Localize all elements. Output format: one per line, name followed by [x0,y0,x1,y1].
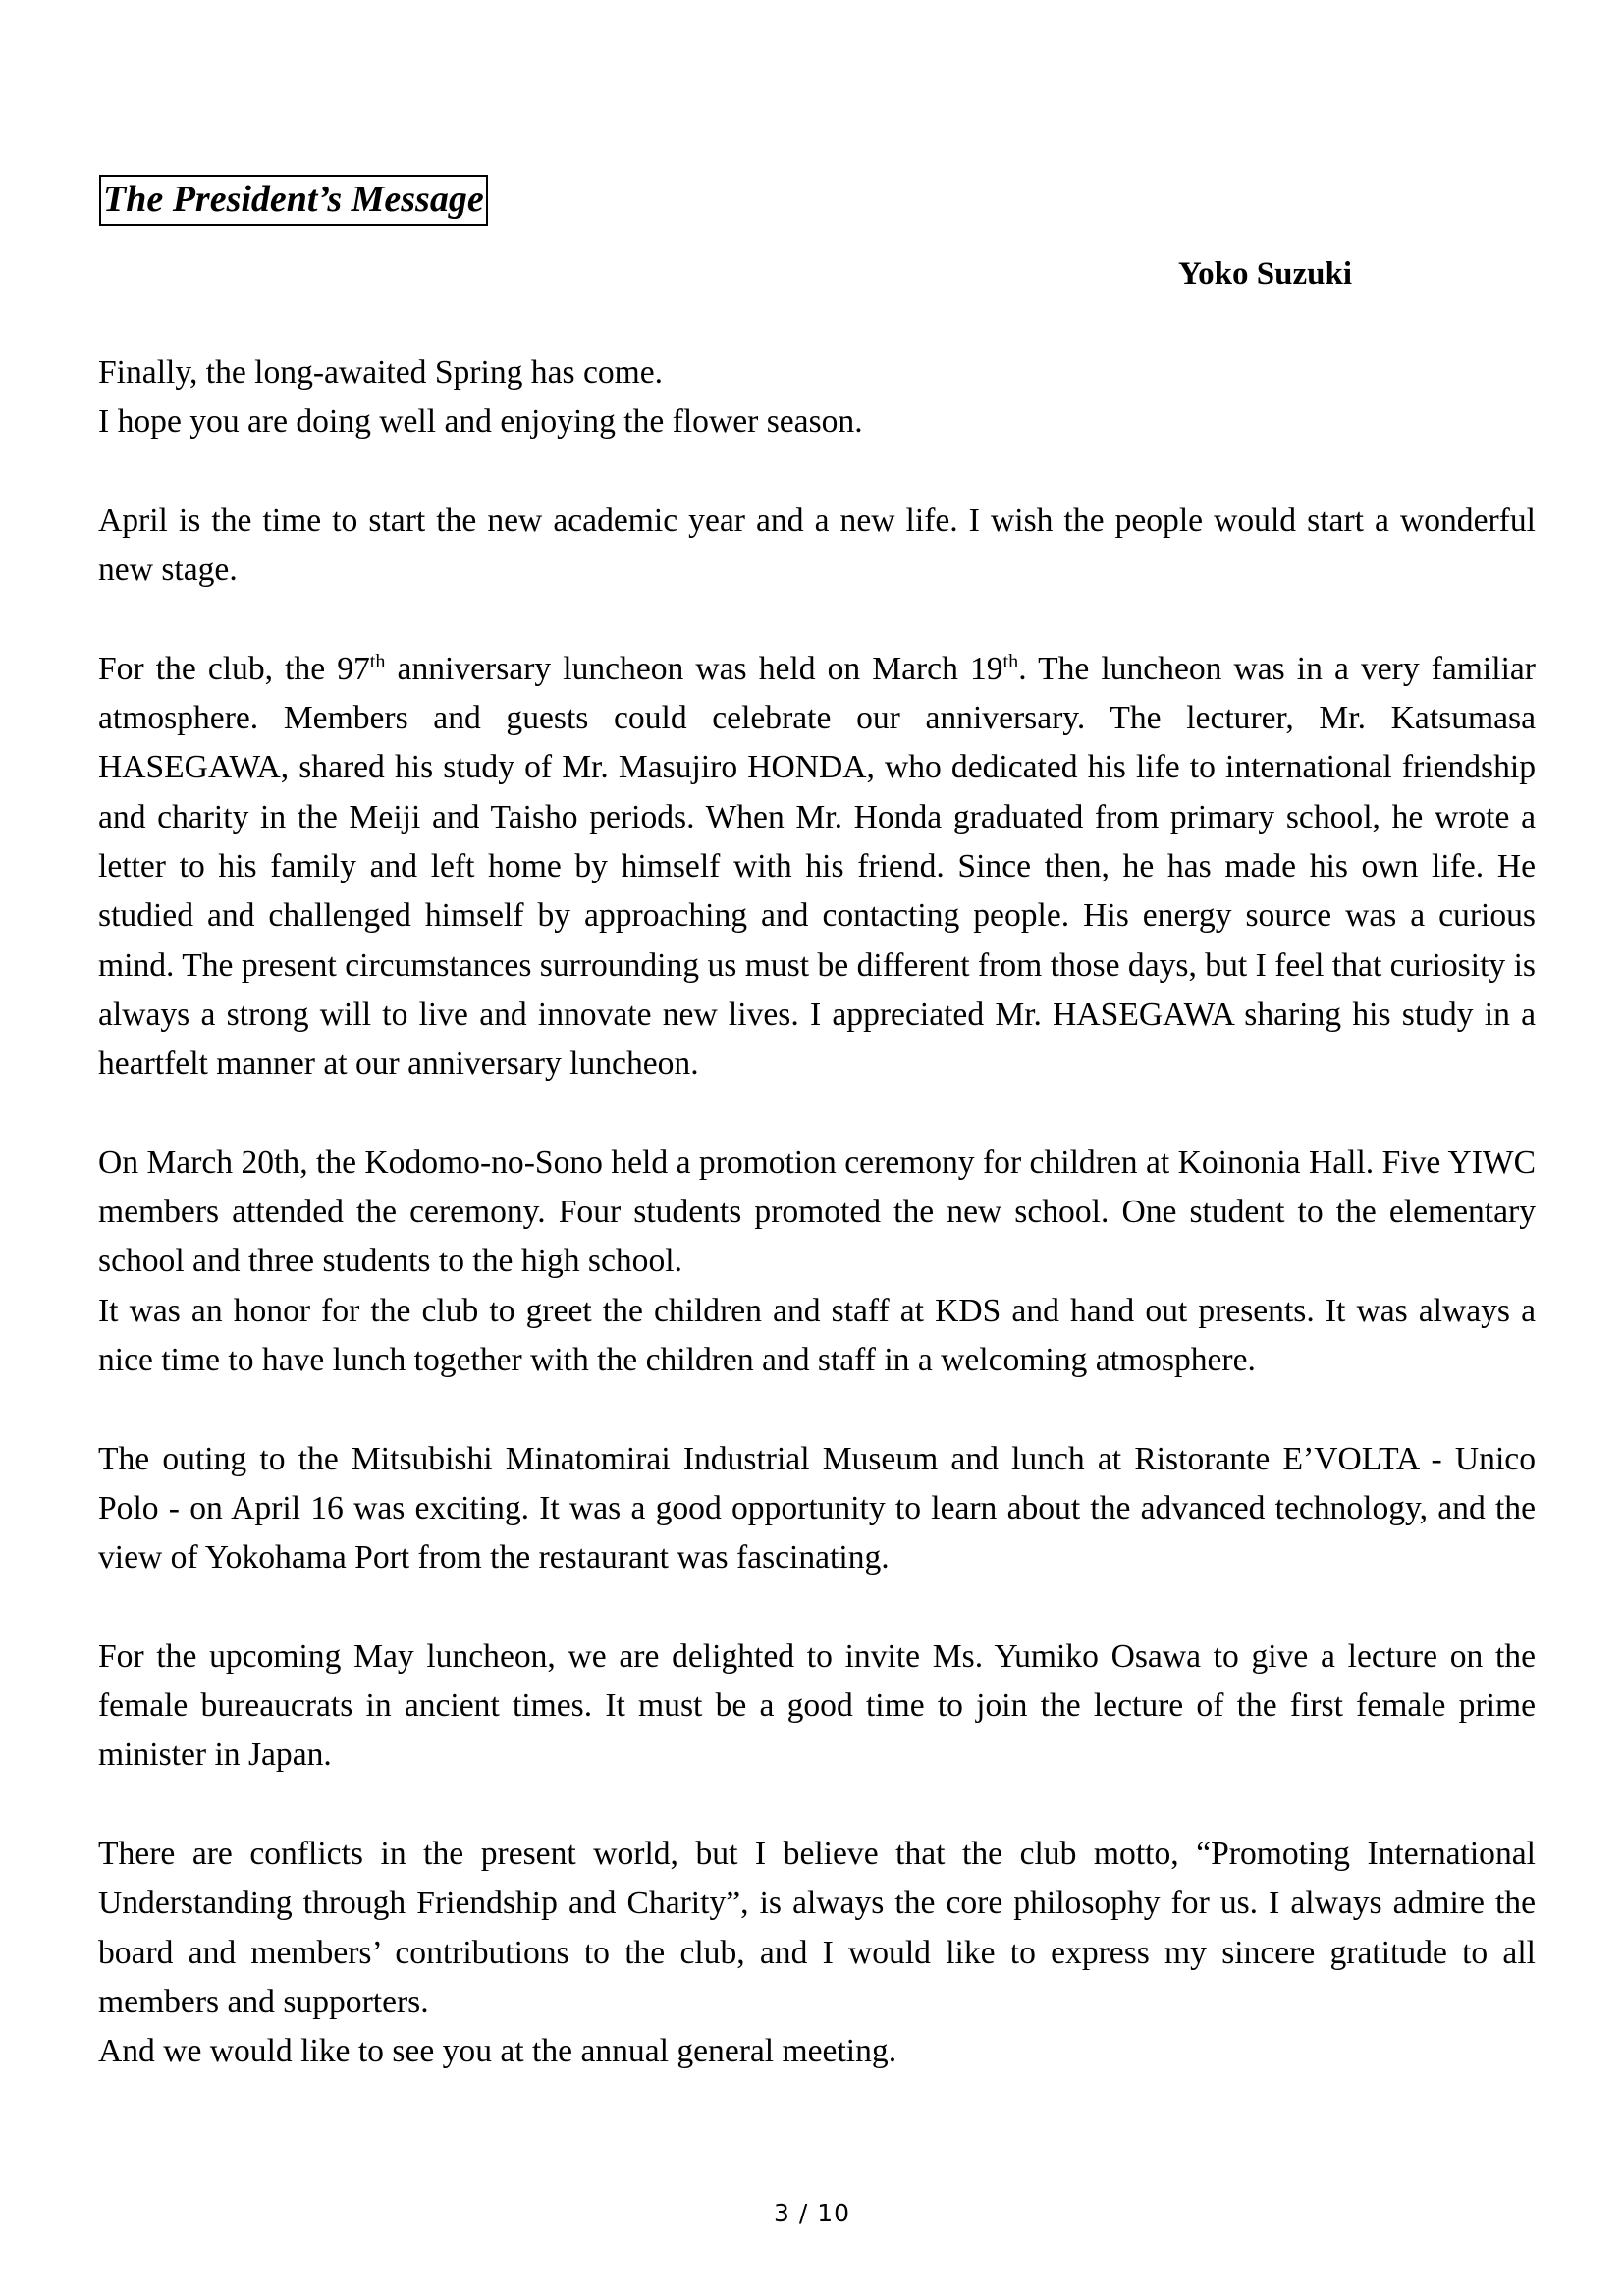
page-number: 3 / 10 [773,2199,851,2227]
paragraph-line: Finally, the long-awaited Spring has come. [98,354,664,391]
text-run: anniversary luncheon was held on March 19 [385,650,1003,687]
ordinal-suffix: th [1002,650,1019,672]
paragraph-line: And we would like to see you at the annual general meeting. [98,2033,897,2070]
paragraph-line: On March 20th, the Kodomo-no-Sono held a promotion ceremony for children at Koinonia Hall. Five YIWC members attended the ceremony. Four students promoted the new school. One student to the elementary school and three students to the high school. [98,1144,1536,1280]
paragraph-may-luncheon: For the upcoming May luncheon, we are delighted to invite Ms. Yumiko Osawa to give a lecture on the female bureaucrats in ancient times. It must be a good time to join the lecture of the first female prime minister in Japan. [98,1637,1536,1774]
message-body [98,348,1536,2076]
paragraph-line: I hope you are doing well and enjoying the flower season. [98,403,863,441]
paragraph-closing [98,1830,1536,2076]
paragraph-anniversary-luncheon [98,645,1536,1090]
paragraph-promotion-ceremony [98,1139,1536,1385]
paragraph-greeting [98,348,1536,448]
text-run: For the club, the 97 [98,650,370,687]
author-name: Yoko Suzuki [1178,256,1353,292]
ordinal-suffix: th [369,650,386,672]
paragraph-line: There are conflicts in the present world, but I believe that the club motto, “Promoting International Understanding through Friendship and Charity”, is always the core philosophy for us. I always admire the board and members’ contributions to the club, and I would like to express my sincere gratitude to all members and supporters. [98,1835,1536,2020]
page-title: The President’s Message [99,175,488,226]
paragraph-new-year: April is the time to start the new academic year and a new life. I wish the people would start a wonderful new stage. [98,502,1536,589]
text-run: . The luncheon was in a very familiar atmosphere. Members and guests could celebrate our anniversary. The lecturer, Mr. Katsumasa HASEGAWA, shared his study of Mr. Masujiro HONDA, who dedicated his life to international friendship and charity in the Meiji and Taisho periods. When Mr. Honda graduated from primary school, he wrote a letter to his family and left home by himself with his friend. Since then, he has made his own life. He studied and challenged himself by approaching and contacting people. His energy source was a curious mind. The present circumstances surrounding us must be different from those days, but I feel that curiosity is always a strong will to live and innovate new lives. I appreciated Mr. HASEGAWA sharing his study in a heartfelt manner at our anniversary luncheon. [98,650,1536,1083]
paragraph-line: It was an honor for the club to greet the children and staff at KDS and hand out presents. It was always a nice time to have lunch together with the children and staff in a welcoming atmosphere. [98,1292,1536,1378]
paragraph-museum-outing: The outing to the Mitsubishi Minatomirai Industrial Museum and lunch at Ristorante E’VOLTA - Unico Polo - on April 16 was exciting. It was a good opportunity to learn about the advanced technology, and the view of Yokohama Port from the restaurant was fascinating. [98,1440,1536,1576]
